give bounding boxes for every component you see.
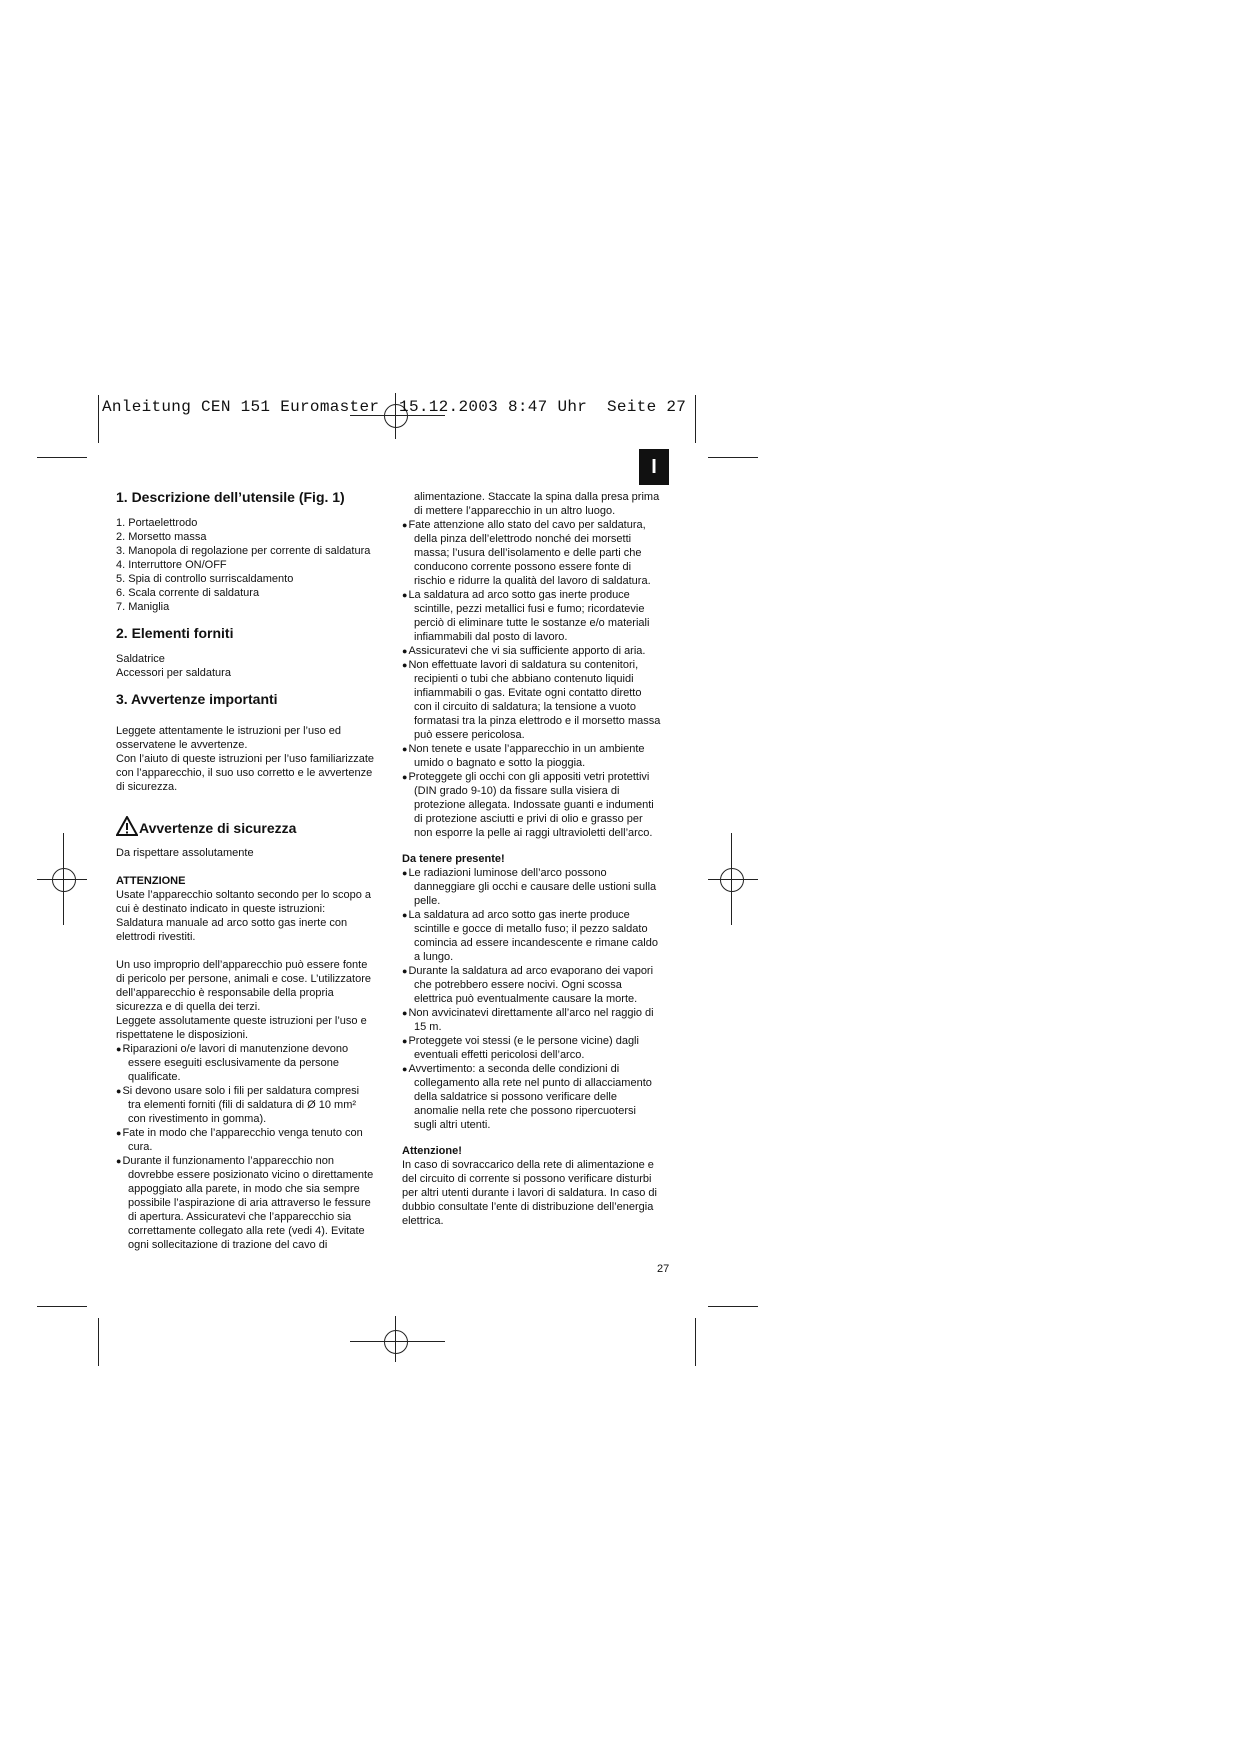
paragraph-line: dell’apparecchio è responsabile della propria [116, 987, 334, 999]
bullet-line: non esporre la pelle ai raggi ultravioletti dell’arco. [414, 827, 653, 839]
bullet-line: pelle. [414, 895, 441, 907]
bullet-line: anomalie nella rete che possono ripercuotersi [414, 1105, 636, 1117]
bullet-line: infiammabili o gas. Evitate ogni contatto diretto [414, 687, 642, 699]
bullet-line: massa; l’usura dell’isolamento e delle parti che [414, 547, 642, 559]
registration-mark [384, 1330, 408, 1354]
paragraph-line: di pericolo per persone, animali e cose. L’utilizzatore [116, 973, 371, 985]
bullet-line: perciò di eliminare tutte le sostanze e/o materiali [414, 617, 650, 629]
paragraph-line: Usate l’apparecchio soltanto secondo per lo scopo a [116, 889, 371, 901]
bullet-line: infiammabili dal posto di lavoro. [414, 631, 568, 643]
crop-mark [708, 457, 758, 458]
bullet-line: rischio e ridurre la qualità del lavoro di saldatura. [414, 575, 651, 587]
bullet-line: ● La saldatura ad arco sotto gas inerte produce [402, 588, 674, 602]
bullet-line: sugli altri utenti. [414, 1119, 491, 1131]
bullet-line: ● Durante la saldatura ad arco evaporano dei vapori [402, 964, 674, 978]
warning-icon [116, 816, 138, 836]
bullet-line: umido o bagnato e sotto la pioggia. [414, 757, 586, 769]
bullet-line: recipienti o tubi che abbiano contenuto liquidi [414, 673, 634, 685]
bullet-line: formatasi tra la pinza elettrodo e il morsetto massa [414, 715, 661, 727]
list-item: Accessori per saldatura [116, 667, 231, 679]
bullet-line: (DIN grado 9-10) da fissare sulla visiera di [414, 785, 620, 797]
list-item: 4. Interruttore ON/OFF [116, 559, 227, 571]
column-left [116, 490, 396, 1252]
bullet-line: ● Fate attenzione allo stato del cavo per saldatura, [402, 518, 674, 532]
bullet-line: ● Avvertimento: a seconda delle condizioni di [402, 1062, 674, 1076]
attention-title: Attenzione! [402, 1145, 462, 1157]
attention-title: ATTENZIONE [116, 875, 186, 887]
safety-title: Avvertenze di sicurezza [139, 820, 297, 836]
bullet-line: scintille, pezzi metallici fusi e fumo; ricordatevie [414, 603, 645, 615]
page-number: 27 [657, 1263, 670, 1275]
list-item: 7. Maniglia [116, 601, 170, 613]
bullet-line: danneggiare gli occhi e causare delle ustioni sulla [414, 881, 657, 893]
crop-mark [98, 395, 99, 443]
paragraph-line: del circuito di corrente si possono verificare disturbi [402, 1173, 652, 1185]
bullet-line: scintille e gocce di metallo fuso; il pezzo saldato [414, 923, 648, 935]
bullet-line: che potrebbero essere nocivi. Ogni scossa [414, 979, 622, 991]
bullet-line: di protezione asciutti e privi di olio e grasso per [414, 813, 643, 825]
bullet-line: qualificate. [128, 1071, 181, 1083]
paragraph-line: Un uso improprio dell’apparecchio può essere fonte [116, 959, 368, 971]
bullet-line: ● Assicuratevi che vi sia sufficiente apporto di aria. [402, 644, 674, 658]
column-right [402, 490, 674, 1228]
registration-mark [708, 879, 758, 880]
bullet-line: eventuali effetti pericolosi dell’arco. [414, 1049, 585, 1061]
paragraph-line: Con l’aiuto di queste istruzioni per l’uso familiarizzate [116, 753, 375, 765]
bullet-line: cura. [128, 1141, 153, 1153]
bullet-line: collegamento alla rete nel punto di allacciamento [414, 1077, 652, 1089]
bullet-line: ● Riparazioni o/e lavori di manutenzione devono [116, 1042, 396, 1056]
crop-mark [695, 1318, 696, 1366]
crop-mark [37, 457, 87, 458]
bullet-line: essere eseguiti esclusivamente da persone [128, 1057, 339, 1069]
section-title: 2. Elementi forniti [116, 625, 234, 641]
crop-mark [695, 395, 696, 443]
paragraph-line: di mettere l’apparecchio in un altro luogo. [414, 505, 616, 517]
paragraph-line: di sicurezza. [116, 781, 178, 793]
list-item: 1. Portaelettrodo [116, 517, 198, 529]
bullet-line: protezione allegata. Indossate guanti e indumenti [414, 799, 654, 811]
bullet-line: ● Non tenete e usate l’apparecchio in un ambiente [402, 742, 674, 756]
registration-mark [720, 868, 744, 892]
paragraph-line: osservatene le avvertenze. [116, 739, 248, 751]
bullet-line: della pinza dell’elettrodo nonché dei morsetti [414, 533, 632, 545]
bullet-line: della saldatrice si possono verificare delle [414, 1091, 617, 1103]
bullet-line: a lungo. [414, 951, 454, 963]
bullet-line: ● La saldatura ad arco sotto gas inerte produce [402, 908, 674, 922]
bullet-line: con rivestimento in gomma). [128, 1113, 267, 1125]
bullet-line: ● Fate in modo che l’apparecchio venga tenuto con [116, 1126, 396, 1140]
registration-mark [395, 1316, 396, 1362]
paragraph-line: Leggete attentamente le istruzioni per l’uso ed [116, 725, 342, 737]
bullet-line: elettrica può eventualmente causare la morte. [414, 993, 638, 1005]
paragraph-line: Saldatura manuale ad arco sotto gas inerte con [116, 917, 348, 929]
bullet-line: possibile l’aspirazione di aria attraverso le fessure [128, 1197, 371, 1209]
language-tab: I [639, 449, 669, 485]
bullet-line: tra elementi forniti (fili di saldatura di Ø 10 mm² [128, 1099, 357, 1111]
bullet-line: ● Durante il funzionamento l’apparecchio non [116, 1154, 396, 1168]
bullet-line: dovrebbe essere posizionato vicino o direttamente [128, 1169, 374, 1181]
bullet-line: ● Non effettuate lavori di saldatura su contenitori, [402, 658, 674, 672]
paragraph-line: sicurezza e di quella dei terzi. [116, 1001, 261, 1013]
safety-heading [116, 816, 396, 836]
paragraph-line: dubbio consultate l’ente di distribuzione dell’energia [402, 1201, 654, 1213]
list-item: 2. Morsetto massa [116, 531, 207, 543]
list-item: 5. Spia di controllo surriscaldamento [116, 573, 294, 585]
bullet-line: di apertura. Assicuratevi che l’apparecchio sia [128, 1211, 352, 1223]
bullet-line: appoggiato alla parete, in modo che sia sempre [128, 1183, 360, 1195]
list-item: 3. Manopola di regolazione per corrente di saldatura [116, 545, 371, 557]
list-item: Saldatrice [116, 653, 165, 665]
paragraph-line: per altri utenti durante i lavori di saldatura. In caso di [402, 1187, 657, 1199]
bullet-line: correttamente collegato alla rete (vedi 4). Evitate [128, 1225, 365, 1237]
bullet-line: ● Si devono usare solo i fili per saldatura compresi [116, 1084, 396, 1098]
bullet-line: ● Le radiazioni luminose dell’arco possono [402, 866, 674, 880]
paragraph-line: elettrica. [402, 1215, 444, 1227]
paragraph-line: rispettatene le disposizioni. [116, 1029, 249, 1041]
paragraph-line: con l’apparecchio, il suo uso corretto e le avvertenze [116, 767, 373, 779]
paragraph-line: elettrodi rivestiti. [116, 931, 196, 943]
bullet-line: ● Non avvicinatevi direttamente all’arco nel raggio di [402, 1006, 674, 1020]
bullet-line: comincia ad essere incandescente e rimane caldo [414, 937, 658, 949]
paragraph-line: In caso di sovraccarico della rete di alimentazione e [402, 1159, 654, 1171]
crop-mark [708, 1306, 758, 1307]
section-title: 1. Descrizione dell’utensile (Fig. 1) [116, 489, 345, 505]
bullet-line: conducono corrente possono essere fonte di [414, 561, 632, 573]
safety-subtitle: Da rispettare assolutamente [116, 847, 254, 859]
bullet-line: può essere pericolosa. [414, 729, 525, 741]
bullet-line: ● Proteggete gli occhi con gli appositi vetri protettivi [402, 770, 674, 784]
paragraph-line: Leggete assolutamente queste istruzioni per l’uso e [116, 1015, 367, 1027]
crop-mark [98, 1318, 99, 1366]
registration-mark [52, 868, 76, 892]
registration-mark [37, 879, 87, 880]
crop-mark [37, 1306, 87, 1307]
bullet-line: ● Proteggete voi stessi (e le persone vicine) dagli [402, 1034, 674, 1048]
bullet-line: 15 m. [414, 1021, 442, 1033]
registration-mark [350, 1341, 445, 1342]
bullet-line: ogni sollecitazione di trazione del cavo di [128, 1239, 328, 1251]
section-title: 3. Avvertenze importanti [116, 691, 278, 707]
paragraph-line: alimentazione. Staccate la spina dalla presa prima [414, 491, 660, 503]
bullet-line: con il circuito di saldatura; la tensione a vuoto [414, 701, 636, 713]
paragraph-line: cui è destinato indicato in queste istruzioni: [116, 903, 326, 915]
print-slug: Anleitung CEN 151 Euromaster 15.12.2003 8:47 Uhr Seite 27 [102, 398, 687, 416]
list-item: 6. Scala corrente di saldatura [116, 587, 260, 599]
keep-in-mind-title: Da tenere presente! [402, 853, 505, 865]
